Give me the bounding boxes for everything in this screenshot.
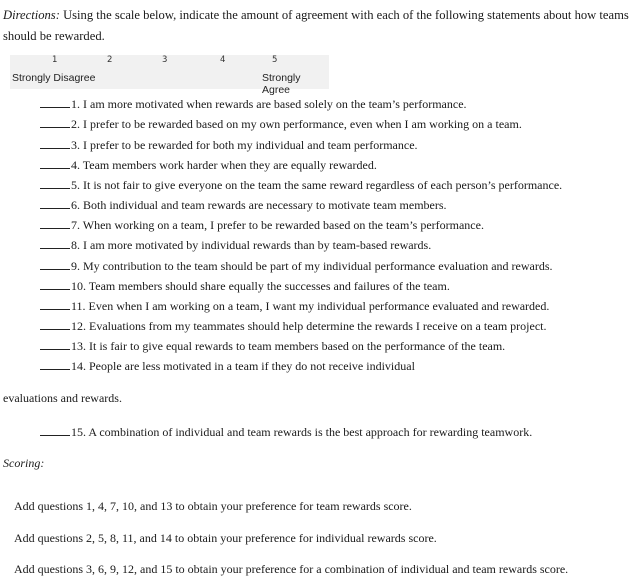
answer-blank[interactable] [40,280,70,290]
scale-number-2: 2 [107,55,113,65]
question-item [40,218,484,233]
answer-blank[interactable] [40,300,70,310]
question-item [40,359,415,374]
answer-blank[interactable] [40,98,70,108]
answer-blank[interactable] [40,159,70,169]
rating-scale [10,55,329,96]
question-text: 2. I prefer to be rewarded based on my own performance, even when I am working on a team. [71,117,522,131]
answer-blank[interactable] [40,360,70,370]
question-text: 11. Even when I am working on a team, I want my individual performance evaluated and rewarded. [71,299,550,313]
answer-blank[interactable] [40,340,70,350]
answer-blank[interactable] [40,139,70,149]
question-item [40,299,549,314]
scale-number-3: 3 [162,55,168,65]
scoring-line-individual: Add questions 2, 5, 8, 11, and 14 to obtain your preference for individual rewards score. [14,531,437,545]
question-item [40,259,553,274]
question-item [40,339,505,354]
directions-paragraph [3,5,631,47]
question-item [40,425,532,440]
question-text: 8. I am more motivated by individual rewards than by team-based rewards. [71,238,432,252]
question-item [40,198,447,213]
scale-left-label: Strongly Disagree [12,72,96,84]
question-text: 1. I am more motivated when rewards are based solely on the team’s performance. [71,97,467,111]
scale-number-5: 5 [272,55,278,65]
question-item [40,178,562,193]
scale-number-1: 1 [52,55,58,65]
scoring-line-team: Add questions 1, 4, 7, 10, and 13 to obtain your preference for team rewards score. [14,499,412,513]
question-item [40,279,450,294]
answer-blank[interactable] [40,426,70,436]
question-text: 15. A combination of individual and team rewards is the best approach for rewarding teamwork. [71,425,533,439]
answer-blank[interactable] [40,118,70,128]
question-text: 7. When working on a team, I prefer to be rewarded based on the team’s performance. [71,218,484,232]
question-text: 3. I prefer to be rewarded for both my individual and team performance. [71,138,418,152]
directions-label: Directions: [3,8,60,22]
answer-blank[interactable] [40,239,70,249]
question-text: 12. Evaluations from my teammates should help determine the rewards I receive on a team project. [71,319,547,333]
answer-blank[interactable] [40,179,70,189]
directions-text: Using the scale below, indicate the amount of agreement with each of the following statements about how teams should be rewarded. [3,8,629,43]
question-14-continuation: evaluations and rewards. [3,391,122,405]
answer-blank[interactable] [40,219,70,229]
question-text: 10. Team members should share equally the successes and failures of the team. [71,279,450,293]
question-item [40,97,467,112]
question-item [40,158,377,173]
answer-blank[interactable] [40,199,70,209]
question-text: 9. My contribution to the team should be part of my individual performance evaluation and rewards. [71,259,553,273]
question-text: 5. It is not fair to give everyone on the team the same reward regardless of each person’s performance. [71,178,563,192]
question-text: 14. People are less motivated in a team if they do not receive individual [71,359,415,373]
question-text: 6. Both individual and team rewards are necessary to motivate team members. [71,198,447,212]
question-item [40,238,431,253]
question-item [40,138,418,153]
answer-blank[interactable] [40,320,70,330]
question-text: 4. Team members work harder when they are equally rewarded. [71,158,377,172]
scale-number-4: 4 [220,55,226,65]
answer-blank[interactable] [40,260,70,270]
scoring-heading: Scoring: [3,456,45,470]
question-item [40,117,522,132]
question-item [40,319,547,334]
question-text: 13. It is fair to give equal rewards to team members based on the performance of the team. [71,339,506,353]
scoring-line-combination: Add questions 3, 6, 9, 12, and 15 to obtain your preference for a combination of individual and team rewards score. [14,562,569,576]
scale-right-label: Strongly Agree [262,72,301,96]
